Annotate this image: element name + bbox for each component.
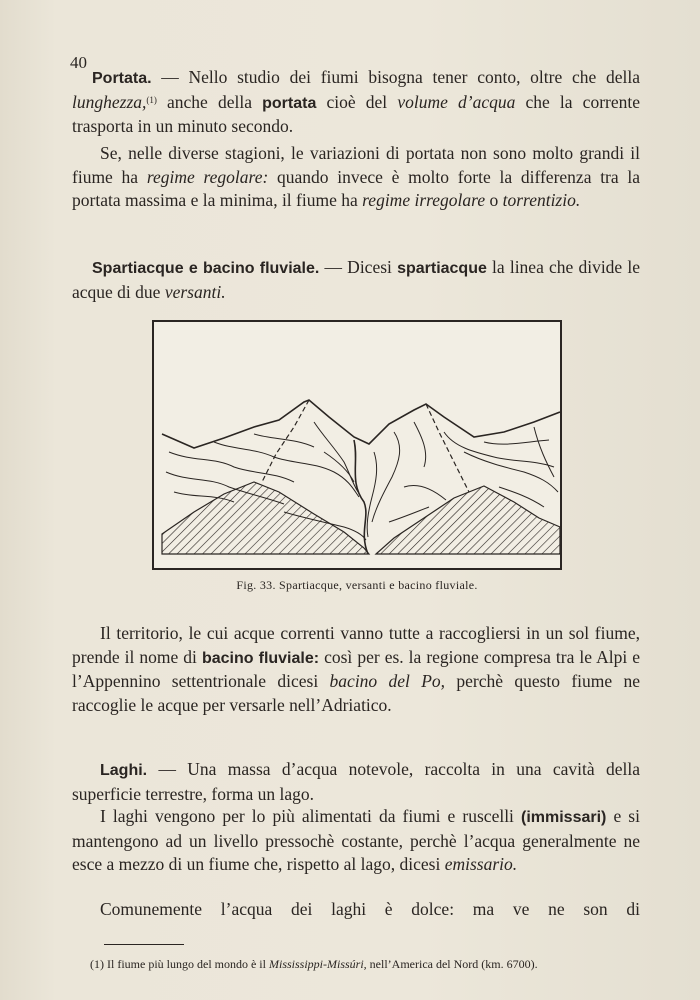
watershed-illustration [152,320,562,570]
watershed-line-right [426,404,469,492]
cross-section-right [376,486,560,554]
paragraph-territorio: Il territorio, le cui acque correnti vanno tutte a raccogliersi in un sol fiume, prende il nome di bacino fluviale: così per es. la regione compresa tra le Alpi e l’Appennino settentrionale dicesi bacino del Po, perchè questo fiume ne raccoglie le acque per versarle nell’Adriatico. [72,623,641,715]
footnote-divider [104,944,184,945]
heading-laghi: Laghi. [100,762,148,779]
paragraph-immissari: I laghi vengono per lo più alimentati da fiumi e ruscelli (immissari) e si mantengono ad un livello pressochè costante, perchè l’acqua generalmente ne esce a mezzo di un fiume che, rispetto al lago, dicesi emissario. [72,806,640,874]
footnote: (1) Il fiume più lungo del mondo è il Mississippi-Missúri, nell’America del Nord (km. 6700). [90,957,538,971]
heading-portata: Portata. [92,70,152,87]
page-number: 40 [70,53,87,72]
cross-section-left [162,482,369,554]
paragraph-portata: Portata. — Nello studio dei fiumi bisogna tener conto, oltre che della lunghezza,$^{(1)}$ anche della portata cioè del volume d’acqua che la corrente trasporta in un minuto secondo. [72,67,641,136]
mountain-ridge [162,400,560,448]
paragraph-laghi: Laghi. — Una massa d’acqua notevole, raccolta in una cavità della superficie terrestre, forma un lago. [72,759,640,804]
paragraph-dolce: Comunemente l’acqua dei laghi è dolce: ma ve ne son di [100,899,640,919]
figure-caption: Fig. 33. Spartiacque, versanti e bacino fluviale. [236,578,478,592]
main-river [354,440,368,554]
footnote-reference: (1) [146,94,157,105]
paragraph-regime: Se, nelle diverse stagioni, le variazioni di portata non sono molto grandi il fiume ha regime regolare: quando invece è molto forte la differenza tra la portata massima e la minima, il fiume ha regime irregolare o torrentizio. [72,143,641,210]
heading-spartiacque: Spartiacque e bacino fluviale. [92,260,320,277]
watershed-line-left [262,400,309,482]
paragraph-spartiacque: Spartiacque e bacino fluviale. — Dicesi spartiacque la linea che divide le acque di due versanti. [72,257,640,302]
